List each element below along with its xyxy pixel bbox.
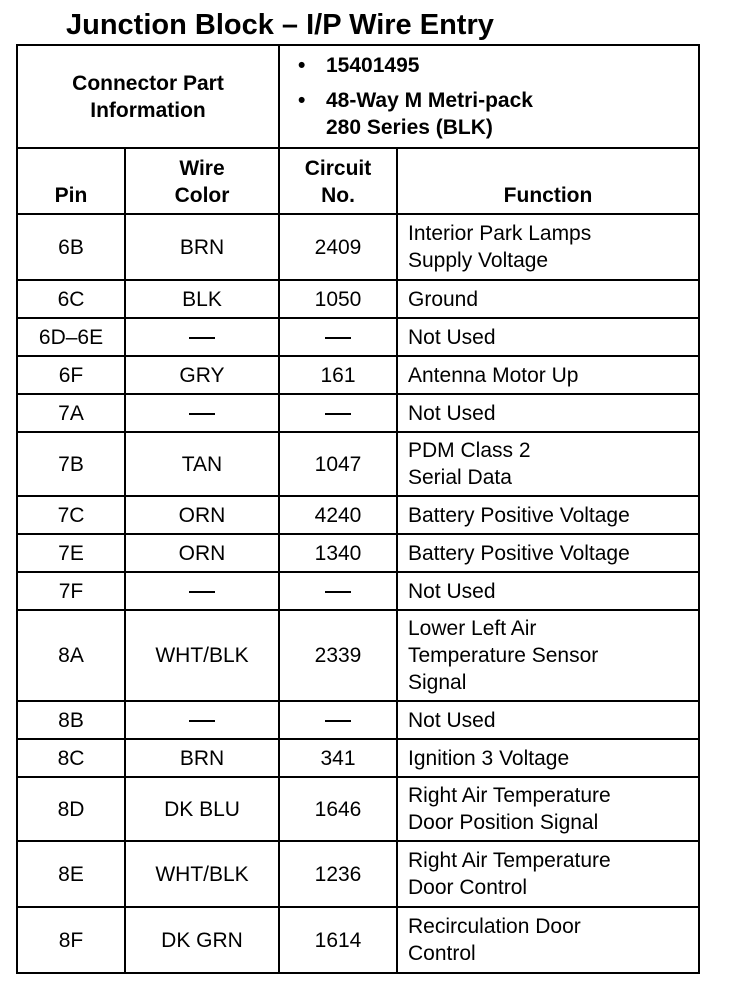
circuit-cell: 1047 [279,432,397,496]
function-line: Not Used [408,325,496,349]
pin-cell: 7C [17,496,125,534]
circuit-cell: 1646 [279,777,397,841]
wire-color-cell: DK BLU [125,777,279,841]
pin-cell: 8C [17,739,125,777]
function-line: Serial Data [408,466,512,489]
bullet-icon: • [298,54,306,77]
wire-color-cell [125,318,279,356]
function-line: Signal [408,671,467,694]
pin-cell: 8A [17,610,125,701]
pinout-table [16,44,700,974]
wire-color-cell: GRY [125,356,279,394]
function-line: Battery Positive Voltage [408,503,630,527]
wire-color-cell [125,701,279,739]
function-cell [397,572,699,610]
function-cell [397,214,699,280]
table-row [17,739,699,777]
function-line: Antenna Motor Up [408,363,579,387]
pin-cell: 8E [17,841,125,907]
wire-color-cell: BRN [125,214,279,280]
wire-color-cell [125,572,279,610]
circuit-cell: 2409 [279,214,397,280]
function-cell [397,701,699,739]
function-line: Recirculation Door [408,915,581,938]
function-line: Temperature Sensor [408,644,599,667]
bullet-icon: • [298,89,306,112]
table-row [17,841,699,907]
circuit-cell: 2339 [279,610,397,701]
function-line: Battery Positive Voltage [408,541,630,565]
wire-color-cell: ORN [125,496,279,534]
table-row [17,356,699,394]
table-row [17,280,699,318]
pin-cell: 7F [17,572,125,610]
function-line: Not Used [408,579,496,603]
pin-cell: 6F [17,356,125,394]
header-wire-color: Wire Color [125,148,279,214]
function-cell [397,610,699,701]
pin-cell: 8D [17,777,125,841]
wire-color-cell: WHT/BLK [125,610,279,701]
header-pin: Pin [17,148,125,214]
pin-cell: 6C [17,280,125,318]
table-row [17,214,699,280]
dash-icon [325,337,351,339]
function-cell [397,907,699,973]
table-row [17,777,699,841]
function-line: Ignition 3 Voltage [408,746,570,770]
pin-cell: 6D–6E [17,318,125,356]
circuit-cell [279,394,397,432]
function-line: Door Control [408,876,528,899]
table-row [17,432,699,496]
wire-color-cell: BLK [125,280,279,318]
connector-type-item [298,87,698,141]
connector-info-values [279,45,699,148]
wire-color-cell [125,394,279,432]
table-row [17,394,699,432]
dash-icon [325,720,351,722]
connector-info-row [17,45,699,148]
table-row [17,534,699,572]
table-row [17,907,699,973]
wire-color-cell: WHT/BLK [125,841,279,907]
function-line: Right Air Temperature [408,784,611,807]
table-row [17,496,699,534]
function-cell [397,777,699,841]
function-cell [397,280,699,318]
function-cell [397,841,699,907]
circuit-cell: 1340 [279,534,397,572]
pin-cell: 7E [17,534,125,572]
wire-color-cell: DK GRN [125,907,279,973]
function-cell [397,318,699,356]
function-cell [397,356,699,394]
pin-cell: 7A [17,394,125,432]
wire-color-cell: ORN [125,534,279,572]
dash-icon [189,720,215,722]
circuit-cell [279,572,397,610]
pin-cell: 6B [17,214,125,280]
table-row [17,572,699,610]
connector-type: 48-Way M Metri-pack 280 Series (BLK) [326,89,533,139]
dash-icon [189,337,215,339]
circuit-cell: 1050 [279,280,397,318]
function-cell [397,432,699,496]
header-function: Function [397,148,699,214]
connector-info-label: Connector Part Information [17,45,279,148]
dash-icon [189,591,215,593]
function-line: Control [408,942,476,965]
function-cell [397,739,699,777]
circuit-cell: 1236 [279,841,397,907]
circuit-cell: 1614 [279,907,397,973]
circuit-cell: 4240 [279,496,397,534]
circuit-cell: 161 [279,356,397,394]
function-line: Interior Park Lamps [408,222,592,245]
dash-icon [189,413,215,415]
dash-icon [325,413,351,415]
circuit-cell [279,701,397,739]
function-cell [397,534,699,572]
circuit-cell: 341 [279,739,397,777]
wire-color-cell: TAN [125,432,279,496]
header-row [17,148,699,214]
dash-icon [325,591,351,593]
table-row [17,701,699,739]
function-line: Ground [408,287,479,311]
pin-cell: 8F [17,907,125,973]
function-line: Lower Left Air [408,617,537,640]
function-line: Right Air Temperature [408,849,611,872]
function-cell [397,496,699,534]
function-line: Door Position Signal [408,811,599,834]
part-number: 15401495 [326,54,420,77]
page-title: Junction Block – I/P Wire Entry [66,9,494,41]
circuit-cell [279,318,397,356]
part-number-item [298,52,698,79]
header-circuit: Circuit No. [279,148,397,214]
function-cell [397,394,699,432]
table-row [17,318,699,356]
pin-cell: 8B [17,701,125,739]
function-line: Not Used [408,708,496,732]
wire-color-cell: BRN [125,739,279,777]
function-line: Not Used [408,401,496,425]
pin-cell: 7B [17,432,125,496]
function-line: Supply Voltage [408,249,549,272]
function-line: PDM Class 2 [408,439,531,462]
table-row [17,610,699,701]
